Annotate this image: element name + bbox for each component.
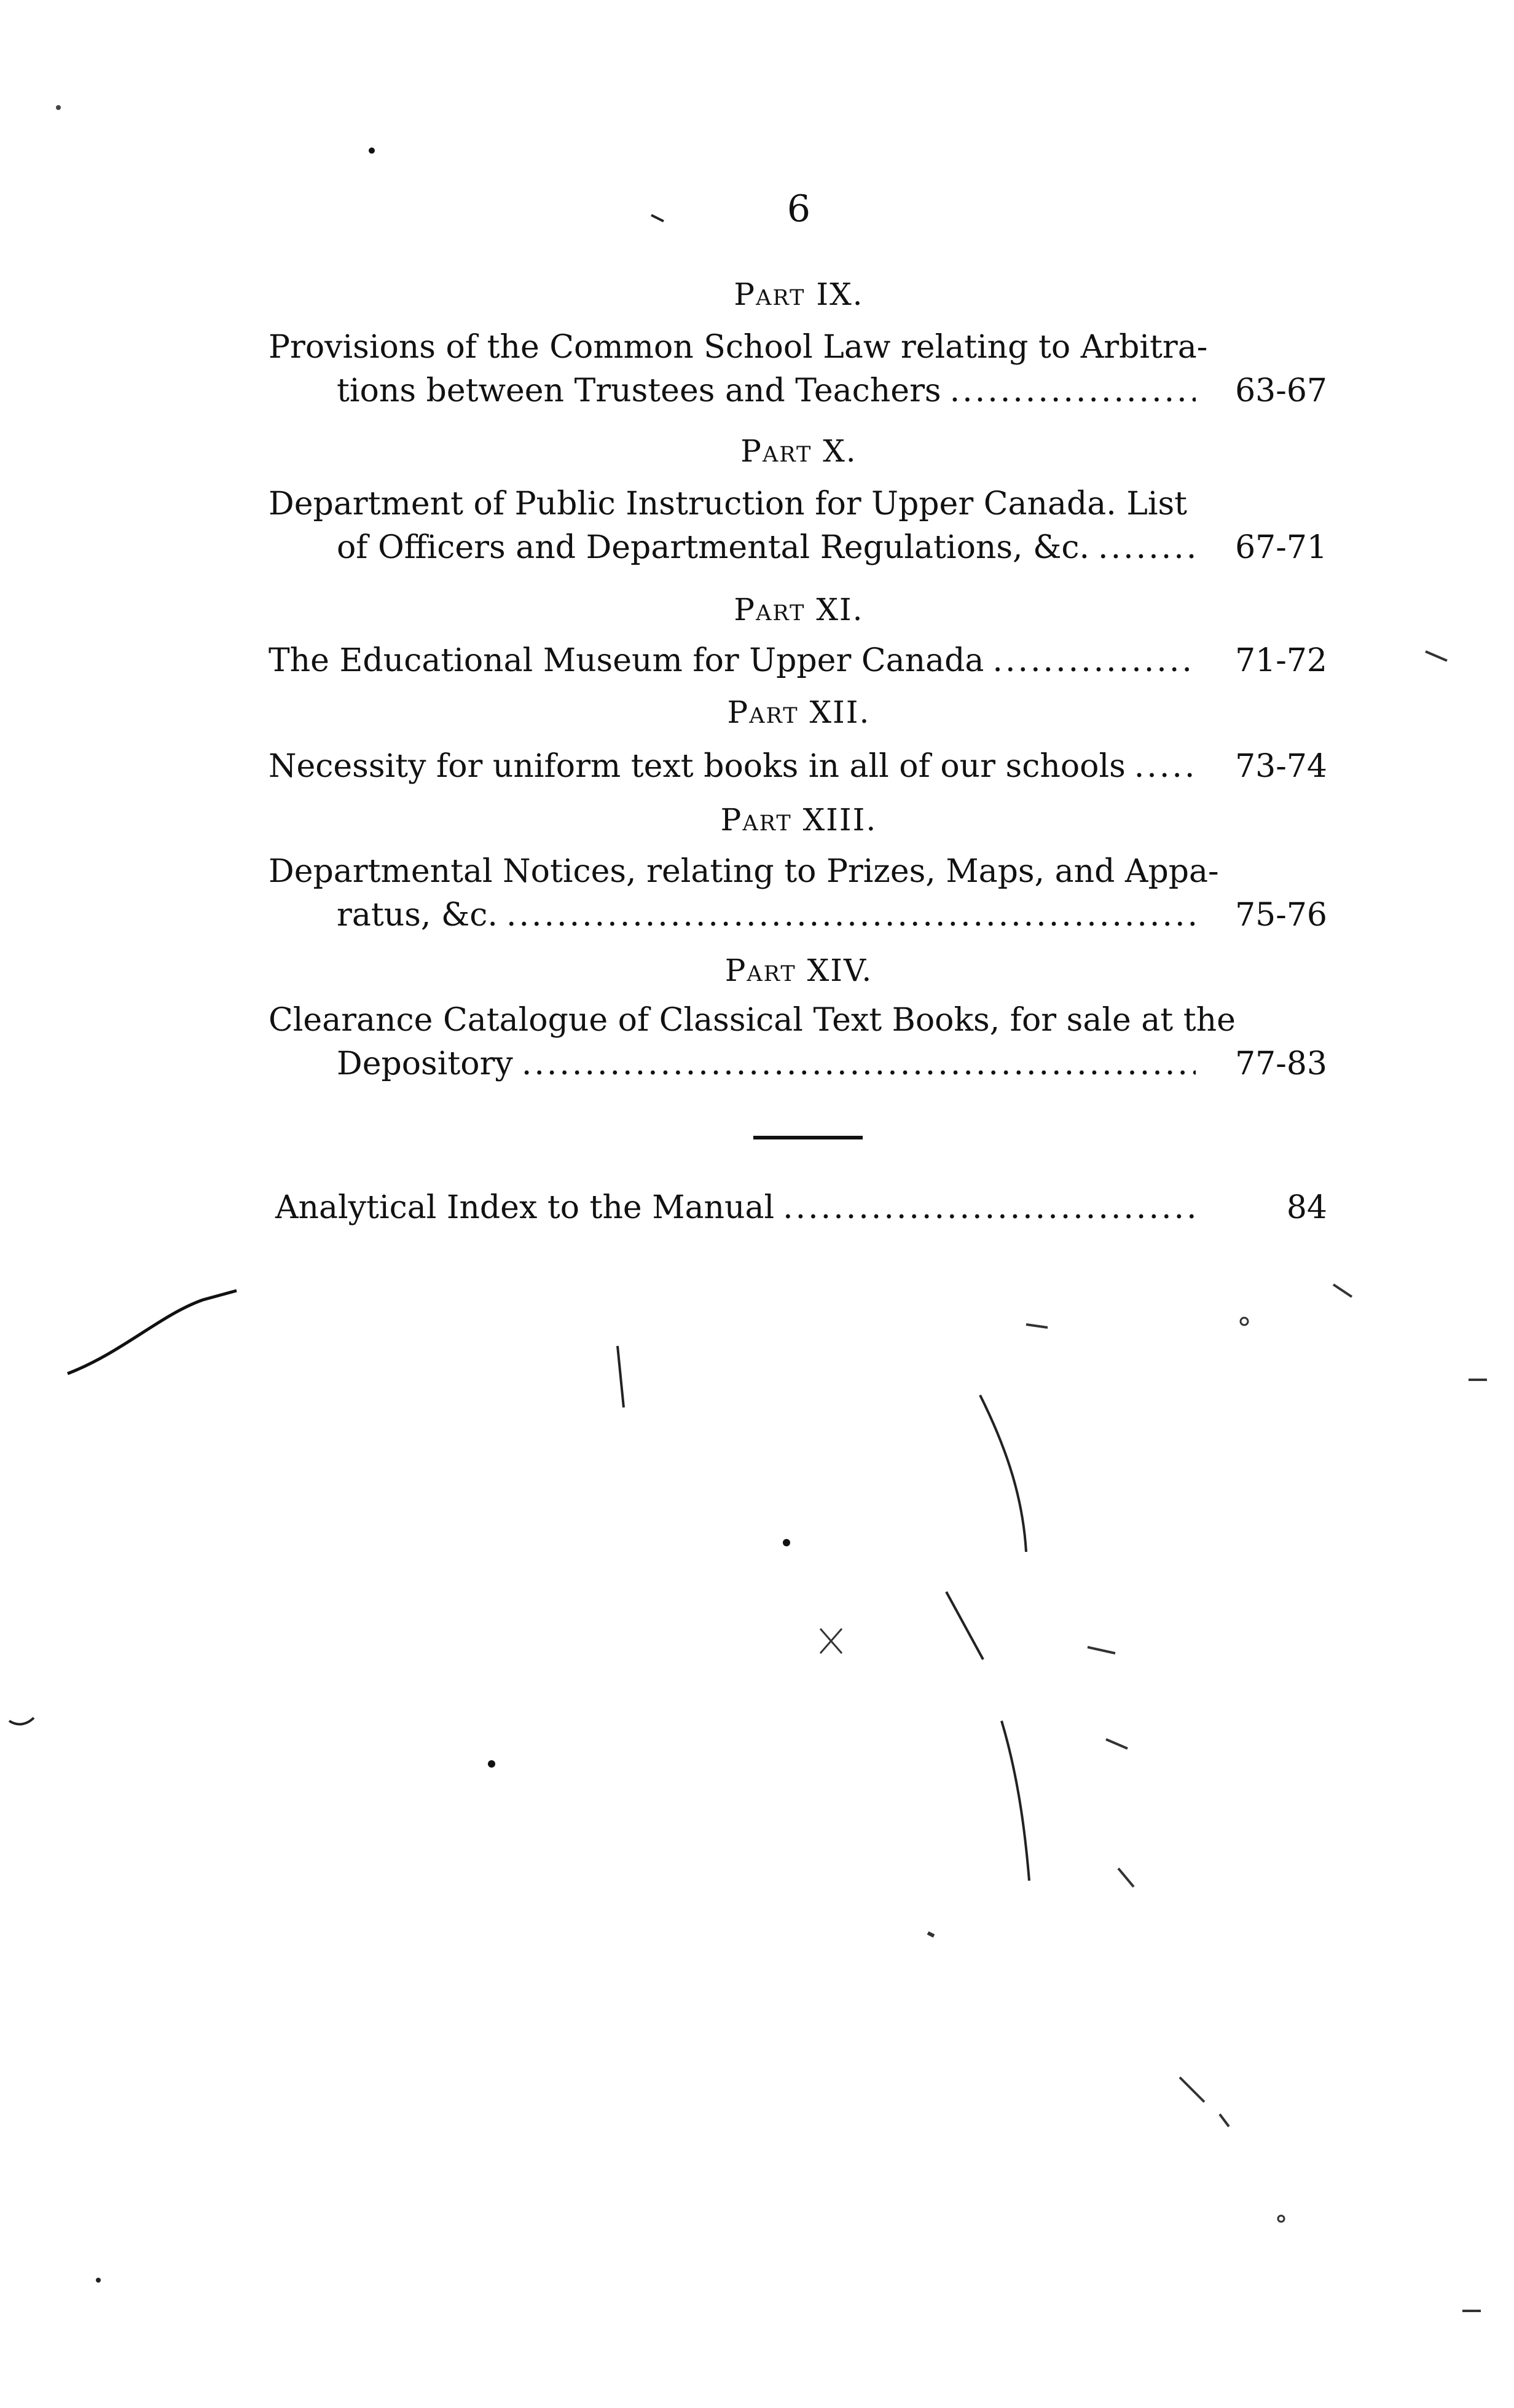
toc-entry-x-pages: 67-71 [1235, 529, 1327, 566]
toc-entry-xi-text: The Educational Museum for Upper Canada [269, 642, 984, 679]
toc-entry-ix-line-2 [337, 369, 1327, 412]
toc-entry-xii-text: Necessity for uniform text books in all of our schools [269, 748, 1126, 785]
toc-entry-xiv-pages: 77-83 [1235, 1045, 1327, 1082]
section-divider-rule [753, 1136, 863, 1139]
toc-entry-xii [269, 745, 1327, 788]
toc-entry-xiii-line-1: Departmental Notices, relating to Prizes, Maps, and Appa- [269, 853, 1219, 890]
page-number: 6 [786, 187, 811, 230]
part-heading-ix: Part IX. [734, 277, 864, 312]
toc-entry-x-text: of Officers and Departmental Regulations, &c. [337, 529, 1090, 566]
toc-entry-xiv-line-1: Clearance Catalogue of Classical Text Books, for sale at the [269, 1002, 1236, 1039]
toc-entry-xiii-line-2 [337, 894, 1327, 937]
part-heading-xiv: Part XIV. [724, 953, 873, 988]
toc-entry-x-line-1: Department of Public Instruction for Upper Canada. List [269, 486, 1188, 522]
part-heading-x: Part X. [740, 433, 857, 469]
dot-leader [522, 1042, 1196, 1085]
toc-entry-xi [269, 639, 1327, 682]
toc-entry-ix-pages: 63-67 [1235, 372, 1327, 409]
part-heading-xi: Part XI. [734, 592, 864, 628]
toc-entry-xii-pages: 73-74 [1235, 748, 1327, 785]
toc-entry-xiv-text: Depository [337, 1045, 513, 1082]
toc-entry-ix-text: tions between Trustees and Teachers [337, 372, 941, 409]
dot-leader [992, 639, 1196, 682]
toc-entry-xiii-pages: 75-76 [1235, 897, 1327, 934]
toc-entry-index-page: 84 [1286, 1189, 1327, 1226]
toc-entry-x-line-2 [337, 526, 1327, 569]
toc-entry-xi-pages: 71-72 [1235, 642, 1327, 679]
dot-leader [950, 369, 1196, 412]
toc-entry-index-text: Analytical Index to the Manual [275, 1189, 775, 1226]
toc-entry-index [275, 1186, 1327, 1229]
toc-entry-xiv-line-2 [337, 1042, 1327, 1085]
dot-leader [506, 894, 1196, 937]
toc-entry-xiii-text: ratus, &c. [337, 897, 498, 934]
dot-leader [1098, 526, 1196, 569]
part-heading-xii: Part XII. [727, 694, 871, 730]
dot-leader [1134, 745, 1196, 788]
part-heading-xiii: Part XIII. [720, 802, 877, 838]
dot-leader [783, 1186, 1196, 1229]
toc-entry-ix-line-1: Provisions of the Common School Law relating to Arbitra- [269, 329, 1208, 366]
